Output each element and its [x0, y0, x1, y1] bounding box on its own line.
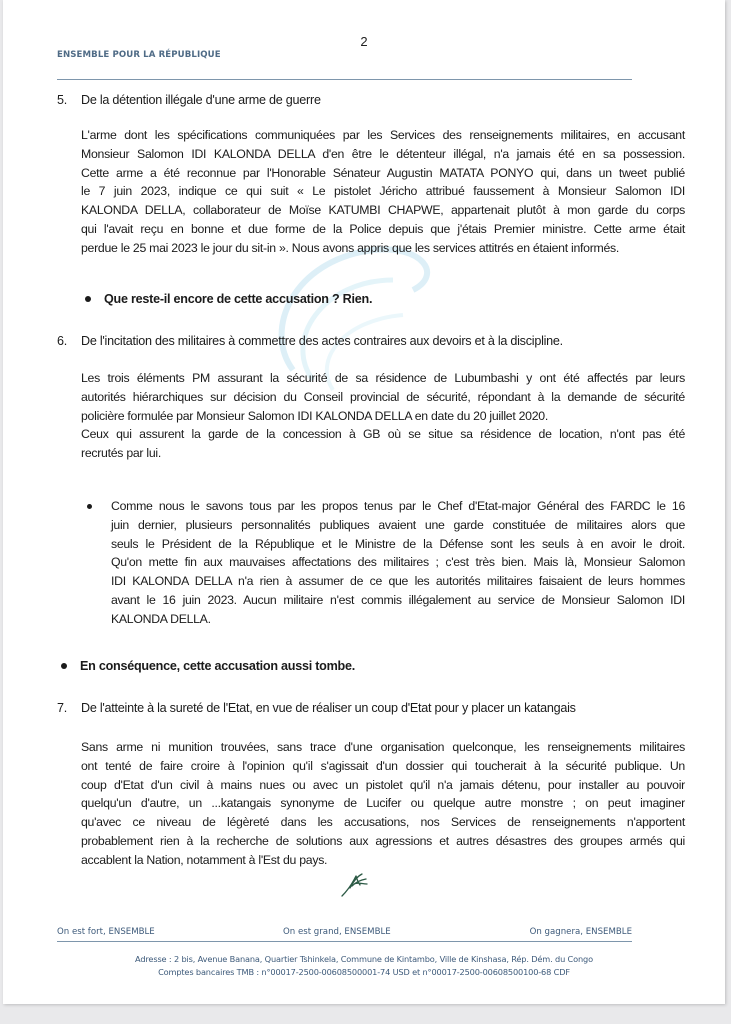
header-divider	[57, 79, 632, 80]
footer-address: Adresse : 2 bis, Avenue Banana, Quartier Tshinkela, Commune de Kintambo, Ville de Kinshasa, Rép. Dém. du Congo	[135, 954, 593, 964]
bullet-line: avant le 16 juin 2023. Aucun militaire n'est commis illégalement au service de Monsieur Salomon IDI	[111, 592, 685, 607]
section-6-paragraph	[81, 369, 685, 463]
section-6-bullet	[111, 497, 685, 629]
section-title: De l'atteinte à la sureté de l'Etat, en vue de réaliser un coup d'Etat pour y placer un katangais	[81, 701, 576, 715]
section-number: 7.	[57, 701, 68, 715]
paragraph-line: Sans arme ni munition trouvées, sans trace d'une organisation quelconque, les renseignements militaires	[81, 740, 685, 754]
paragraph-line: qui l'avait reçu en bonne et due forme de la Police depuis que j'étais Premier ministre. Cette arme était	[81, 221, 685, 236]
paragraph-line: coup d'Etat d'un civil à mains nues ou avec un pistolet qu'il n'a jamais détenu, pour installer au pouvoir	[81, 777, 685, 792]
section-7-paragraph	[81, 738, 685, 870]
footer-mottos	[57, 927, 632, 942]
bullet-line: IDI KALONDA DELLA n'a rien à assumer de ce que les autorités militaires faisaient de leurs hommes	[111, 574, 685, 589]
bullet-icon	[85, 296, 91, 302]
organization-header: ENSEMBLE POUR LA RÉPUBLIQUE	[57, 50, 221, 60]
paragraph-line: Monsieur Salomon IDI KALONDA DELLA d'en être le détenteur illégal, n'a jamais été en sa possession.	[81, 146, 685, 161]
bullet-line: KALONDA DELLA.	[111, 611, 211, 626]
paragraph-line: ont tenté de faire croire à l'opinion qu'il s'agissait d'un dossier qui toucherait à la sécurité publique. Un	[81, 758, 685, 773]
paragraph-line: autorités hiérarchiques sur décision du Conseil provincial de sécurité, répondant à la demande de sécurité	[81, 389, 685, 404]
section-7-heading	[57, 701, 576, 715]
paragraph-line: L'arme dont les spécifications communiquées par les Services des renseignements militaires, en accusant	[81, 128, 685, 142]
paragraph-line: perdue le 25 mai 2023 le jour du sit-in ». Nous avons appris que les services attitrés en étaient informés.	[81, 240, 620, 255]
bullet-line: seuls le Président de la République et le Ministre de la Défense sont les seuls à en avoir le droit.	[111, 536, 685, 551]
paragraph-line: Cette arme a été reconnue par l'Honorable Sénateur Augustin MATATA PONYO qui, dans un tweet publié	[81, 165, 685, 180]
section-number: 5.	[57, 93, 68, 107]
paragraph-line: Les trois éléments PM assurant la sécurité de sa résidence de Lubumbashi y ont été affectés par leurs	[81, 371, 685, 385]
paragraph-line: Ceux qui assurent la garde de la concession à GB où se situe sa résidence de location, n'ont pas été	[81, 427, 685, 442]
section-number: 6.	[57, 334, 68, 348]
bullet-line: juin dernier, plusieurs personnalités publiques avaient une garde constituée de militaires alors que	[111, 517, 685, 532]
bullet-line: Comme nous le savons tous par les propos tenus par le Chef d'Etat-major Général des FARDC le 16	[111, 499, 685, 513]
paragraph-line: recrutés par lui.	[81, 446, 161, 461]
paragraph-line: accablent la Nation, notamment à l'Est du pays.	[81, 852, 328, 867]
paragraph-line: probablement rien à la recherche de solutions aux agressions et autres désastres des groupes armés qui	[81, 833, 685, 848]
footer-motto: On est grand, ENSEMBLE	[283, 927, 391, 937]
section-6-conclusion	[61, 659, 355, 673]
section-title: De la détention illégale d'une arme de guerre	[81, 93, 321, 107]
section-5-heading	[57, 93, 321, 107]
bullet-icon	[87, 504, 92, 509]
section-title: De l'incitation des militaires à commettre des actes contraires aux devoirs et à la discipline.	[81, 334, 563, 348]
conclusion-text: En conséquence, cette accusation aussi tombe.	[80, 659, 355, 673]
paragraph-line: quelqu'un d'autre, un ...katangais synonyme de Lucifer ou quelque autre monstre ; on peut imaginer	[81, 796, 685, 811]
bullet-icon	[61, 663, 67, 669]
paragraph-line: le 7 juin 2023, indique ce qui suit « Le pistolet Jéricho attribué faussement à Monsieur Salomon IDI	[81, 184, 685, 199]
paragraph-line: KALONDA DELLA, collaborateur de Moïse KATUMBI CHAPWE, appartenait plutôt à mon garde du corps	[81, 203, 685, 218]
footer-bank-accounts: Comptes bancaires TMB : n°00017-2500-00608500001-74 USD et n°00017-2500-00608500100-68 CDF	[158, 967, 570, 977]
section-5-paragraph	[81, 126, 685, 258]
paragraph-line: policière formulée par Monsieur Salomon IDI KALONDA DELLA en date du 20 juillet 2020.	[81, 408, 548, 423]
section-6-heading	[57, 334, 563, 348]
footer-motto: On est fort, ENSEMBLE	[57, 927, 155, 937]
signature-icon	[340, 870, 370, 898]
page-number: 2	[360, 34, 368, 49]
bullet-line: Qu'on mette fin aux mauvaises affectations des militaires ; c'est très bien. Mais là, Monsieur Salomon	[111, 555, 685, 570]
document-page	[3, 0, 725, 1004]
paragraph-line: qu'avec ce niveau de légèreté dans les accusations, nos Services de renseignements n'apportent	[81, 815, 685, 830]
conclusion-text: Que reste-il encore de cette accusation ? Rien.	[104, 292, 373, 306]
footer-motto: On gagnera, ENSEMBLE	[529, 927, 632, 937]
section-5-conclusion	[85, 292, 372, 306]
footer-contact	[3, 953, 725, 979]
